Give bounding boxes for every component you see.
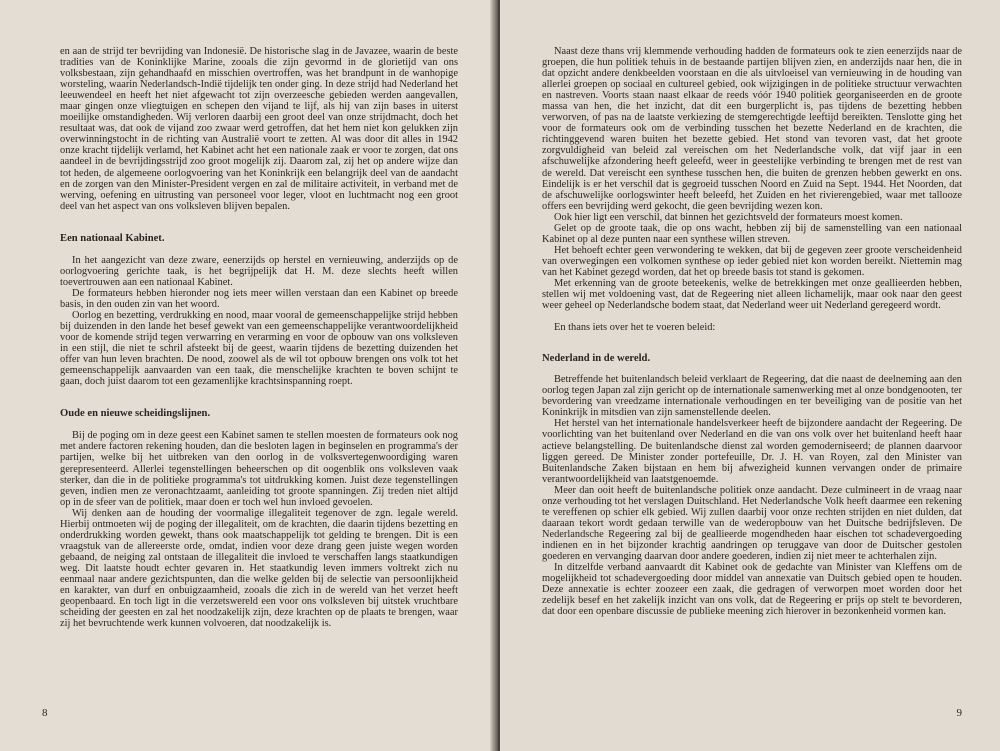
paragraph: Gelet op de groote taak, die op ons wacht, hebben zij bij de samenstelling van een nationaal Kabinet op al deze punten naar een synthese willen streven. (542, 222, 962, 245)
paragraph: Naast deze thans vrij klemmende verhouding hadden de formateurs ook te zien eenerzijds naar de groepen, die hun politiek tehuis in de bestaande partijen blijven zien, en anderzijds naar hen, die in dat opzicht andere denkbeelden voorstaan en die als uitvloeisel van vernieuwing in de houding van allerlei groepen op sociaal en cultureel gebied, ook wijzigingen in de politieke structuur verwachten en nastreven. Voorts staan naast elkaar de reeds vóór 1940 politiek georganiseerden en de groote massa van hen, die het inzicht, dat dit een burgerplicht is, pas tijdens de bezetting hebben verworven, of pas na de laatste verkiezing de stemgerechtigde leeftijd bereikten. Tenslotte ging het voor de formateurs ook om de verbinding tusschen het bezette Nederland en de krachten, die richtinggevend waren buiten het bezette gebied. Het stond van tevoren vast, dat het groote zorgvuldigheid van beleid zal vereischen om het Nederlandsche volk, dat vijf jaar in een afschuwelijke afzondering heeft geleefd, weer in geestelijke verbinding te brengen met de rest van de wereld. Dat vereischt een synthese tusschen hen, die buiten de grenzen hebben gewerkt en ons. Eindelijk is er het verschil dat is gegroeid tusschen Noord en Zuid na Sept. 1944. Het Noorden, dat de afschuwelijke oorlogswinter heeft beleefd, het Zuiden en het rivierengebied, waar met tallooze offers een bevrijding werd gekocht, die geen bevrijding wezen kon. (542, 46, 962, 212)
section-heading: Nederland in de wereld. (542, 353, 651, 365)
section-heading: Oude en nieuwe scheidingslijnen. (60, 408, 211, 420)
paragraph: De formateurs hebben hieronder nog iets meer willen verstaan dan een Kabinet op breede basis, in den ouden zin van het woord. (60, 287, 458, 310)
page-number: 8 (42, 706, 48, 719)
paragraph: Meer dan ooit heeft de buitenlandsche politiek onze aandacht. Deze culmineert in de vraag naar onze verhouding tot het verslagen Duitschland. Het Nederlandsche Volk heeft daarmee een rekening te vereffenen op schier elk gebied. Wij zullen daarbij voor onze rechten strijden en niet dulden, dat daaraan tekort wordt gedaan terwille van de wederopbouw van het Duitsche bedrijfsleven. De Nederlandsche Regeering zal bij de geallieerde mogendheden haar eischen tot schadevergoeding indienen en in het bijzonder krachtig aandringen op teruggave van door de Duitscher gestolen goederen en vervanging daarvan door andere goederen, indien zij niet meer te achterhalen zijn. (542, 484, 962, 562)
page-number: 9 (956, 706, 962, 719)
paragraph: Wij denken aan de houding der voormalige illegaliteit tegenover de zgn. legale wereld. Hierbij ontmoeten wij de poging der illegaliteit, om de krachten, die daarin tijdens bezetting en onderdrukking worden gewekt, thans ook maatschappelijk tot gelding te brengen. Dit is een vraagstuk van de allereerste orde, omdat, indien voor deze drang geen juiste wegen worden gebaand, de neiging zal ontstaan de illegaliteit die invloed te verschaffen langs staatkundigen weg. Dit laatste houdt echter gevaren in. Het staatkundig leven immers voltrekt zich nu eenmaal naar andere gezichtspunten, dan die welke gelden bij de selectie van persoonlijkheid en karakter, van durf en onbuigzaamheid, zooals die zich in de wereld van het verzet heeft geopenbaard. En toch ligt in die verzetswereld een voor ons volksleven bij uitstek vruchtbare scheiding der geesten en zal het noodzakelijk zijn, deze krachten op de plaats te brengen, waar zij het bevruchtende werk kunnen volvoeren, dat noodzakelijk is. (60, 507, 458, 630)
paragraph: en aan de strijd ter bevrijding van Indonesië. De historische slag in de Javazee, waarin de beste tradities van de Koninklijke Marine, zooals die zijn gevormd in de glorietijd van ons volksbestaan, zijn gehandhaafd en misschien overtroffen, was het brandpunt in de wanhopige worsteling, waarin Nederlandsch-Indië tijdelijk ten onder ging. In deze strijd had Nederland het leeuwendeel en heeft het niet afgewacht tot zijn overzeesche gebieden werden aangevallen, maar gingen onze vliegtuigen en schepen den vijand te lijf, als hij van zijn bases in uiterst moeilijke omstandigheden. Wij verloren daarbij een groot deel van onze strijdmacht, doch het resultaat was, dat ook de vijand zoo zwaar werd getroffen, dat het hem niet kon gelukken zijn overwinningstocht in de richting van Australië voort te zetten. Al was door dit alles in 1942 onze kracht tijdelijk verlamd, het Kabinet acht het een nationale zaak er voor te zorgen, dat ons aandeel in de bevrijdingsstrijd zoo groot mogelijk zij. Daarom zal, zij het op andere wijze dan tot heden, de algemeene oorlogvoering van het Koninkrijk een belangrijk deel van de aandacht en de zorgen van den Minister-President vergen en zal de militaire activiteit, in verband met de werving, oefening en uitrusting van personeel voor leger, vloot en luchtmacht nog een groot deel van het aspect van ons volksleven blijven bepalen. (60, 46, 458, 212)
paragraph: En thans iets over het te voeren beleid: (554, 322, 716, 334)
paragraph: Met erkenning van de groote beteekenis, welke de betrekkingen met onze geallieerden hebben, stellen wij met voldoening vast, dat de Regeering niet alleen lichamelijk, maar ook naar den geest weer geheel op Nederlandsche bodem staat, dat Nederland weer uit Nederland geregeerd wordt. (542, 277, 962, 312)
paragraph: Oorlog en bezetting, verdrukking en nood, maar vooral de gemeenschappelijke strijd hebben bij duizenden in den lande het besef gewekt van een gemeenschappelijke verantwoordelijkheid voor de komende strijd tegen verwarring en verarming en voor de opbouw van ons volksleven in een stijl, die niet te schril afsteekt bij de geest, waarin tijdens de bezetting duizenden het offer van hun leven brachten. De nood, zoowel als de wil tot opbouw brengen ons volk tot het gemeenschappelijk aanvaarden van een taak, die menschelijke krachten te boven schijnt te gaan, doch juist daarom tot een gezamenlijke krachtsinspanning roept. (60, 309, 458, 388)
paragraph: Betreffende het buitenlandsch beleid verklaart de Regeering, dat die naast de deelneming aan den oorlog tegen Japan zal zijn gericht op de internationale samenwerking met al onze bondgenooten, ter bevordering van vreedzame internationale verhoudingen en ter beveiliging van de positie van het Koninkrijk in mitsdien van zijn samenstellende deelen. (542, 374, 962, 419)
paragraph: Ook hier ligt een verschil, dat binnen het gezichtsveld der formateurs moest komen. (554, 211, 903, 223)
right-page (500, 0, 1000, 751)
paragraph: Het herstel van het internationale handelsverkeer heeft de bijzondere aandacht der Regeering. De voorlichting van het buitenland over Nederland en die van ons volk over het buitenland heeft haar actieve belangstelling. De buitenlandsche dienst zal worden gemoderniseerd; de plannen daarvoor liggen gereed. De Minister zonder portefeuille, Dr. J. H. van Royen, zal den Minister van Buitenlandsche Zaken bijstaan en hem bij afwezigheid kunnen vervangen onder de primaire verantwoordelijkheid van laatstgenoemde. (542, 418, 962, 485)
paragraph: Het behoeft echter geen verwondering te wekken, dat bij de gegeven zeer groote verscheidenheid van overwegingen een volkomen synthese op ieder gebied niet kon worden bereikt. Niettemin mag van het Kabinet gezegd worden, dat het op breede basis tot stand is gekomen. (542, 244, 962, 278)
section-heading: Een nationaal Kabinet. (60, 232, 165, 244)
paragraph: In het aangezicht van deze zware, eenerzijds op herstel en vernieuwing, anderzijds op de oorlogvoering gerichte taak, is het begrijpelijk dat H. M. deze slechts heeft willen toevertrouwen aan een nationaal Kabinet. (60, 254, 458, 288)
left-page (0, 0, 496, 751)
paragraph: In ditzelfde verband aanvaardt dit Kabinet ook de gedachte van Minister van Kleffens om de mogelijkheid tot schadevergoeding door middel van annexatie van Duitsch gebied open te houden. Deze annexatie is echter zoozeer een zaak, die gedragen of verworpen moet worden door het zedelijk besef en het zakelijk inzicht van ons volk, dat de Regeering er prijs op stelt te bevorderen, dat door een openbare discussie de publieke meening zich hierover in bezonkenheid vormen kan. (542, 562, 962, 618)
paragraph: Bij de poging om in deze geest een Kabinet samen te stellen moesten de formateurs ook nog met andere factoren rekening houden, dan die besloten lagen in beginselen en programma's der partijen, welke bij het uitbreken van den oorlog in de volksvertegenwoordiging waren gerepresenteerd. Allerlei tegenstellingen beheerschen op dit oogenblik ons volksleven vaak sterker, dan die in de politieke programma's tot uitdrukking komen. Juist deze tegenstellingen geven, indien men ze veronachtzaamt, aanleiding tot groote spanningen. Zij treden niet altijd op in de sfeer van de politiek, maar doen er toch wel hun invloed gevoelen. (60, 430, 458, 508)
